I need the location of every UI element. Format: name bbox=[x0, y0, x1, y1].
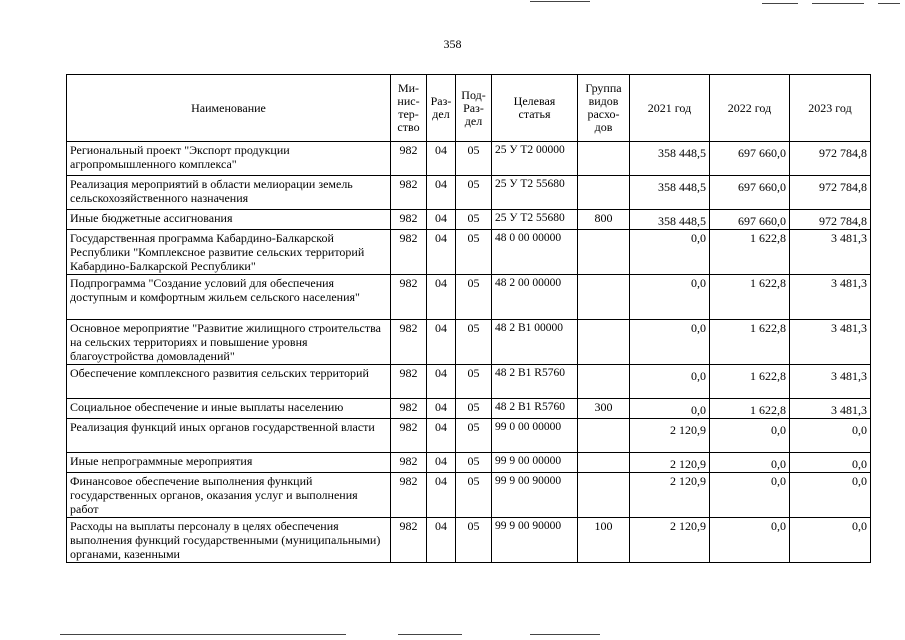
row-2021: 2 120,9 bbox=[630, 518, 710, 563]
row-2023: 972 784,8 bbox=[790, 210, 871, 230]
row-target: 99 0 00 00000 bbox=[492, 419, 578, 453]
row-ministry: 982 bbox=[391, 419, 427, 453]
page-number: 358 bbox=[443, 37, 462, 51]
row-2022: 1 622,8 bbox=[710, 275, 790, 320]
table-row bbox=[67, 320, 871, 365]
row-name: Реализация функций иных органов государственной власти bbox=[67, 419, 391, 453]
row-2022: 0,0 bbox=[710, 453, 790, 473]
header-2022: 2022 год bbox=[710, 75, 790, 142]
row-group bbox=[578, 176, 630, 210]
table-row bbox=[67, 419, 871, 453]
row-section: 04 bbox=[427, 518, 456, 563]
row-ministry: 982 bbox=[391, 320, 427, 365]
row-ministry: 982 bbox=[391, 518, 427, 563]
row-target: 48 2 В1 R5760 bbox=[492, 399, 578, 419]
row-name: Социальное обеспечение и иные выплаты населению bbox=[67, 399, 391, 419]
row-2021: 0,0 bbox=[630, 320, 710, 365]
row-section: 04 bbox=[427, 230, 456, 275]
table-row bbox=[67, 518, 871, 563]
row-subsection: 05 bbox=[456, 275, 492, 320]
row-target: 25 У Т2 00000 bbox=[492, 142, 578, 176]
row-2023: 3 481,3 bbox=[790, 320, 871, 365]
row-subsection: 05 bbox=[456, 230, 492, 275]
row-2022: 697 660,0 bbox=[710, 176, 790, 210]
row-subsection: 05 bbox=[456, 518, 492, 563]
header-name: Наименование bbox=[67, 75, 391, 142]
row-2021: 0,0 bbox=[630, 399, 710, 419]
row-ministry: 982 bbox=[391, 275, 427, 320]
row-group: 800 bbox=[578, 210, 630, 230]
row-2023: 3 481,3 bbox=[790, 399, 871, 419]
row-group bbox=[578, 275, 630, 320]
row-subsection: 05 bbox=[456, 365, 492, 399]
table-row bbox=[67, 176, 871, 210]
row-group bbox=[578, 230, 630, 275]
row-name: Обеспечение комплексного развития сельских территорий bbox=[67, 365, 391, 399]
row-name: Государственная программа Кабардино-Балкарской Республики "Комплексное развитие сельских территорий Кабардино-Балкарской Республики" bbox=[67, 230, 391, 275]
row-2021: 0,0 bbox=[630, 365, 710, 399]
header-2021: 2021 год bbox=[630, 75, 710, 142]
row-2023: 972 784,8 bbox=[790, 176, 871, 210]
row-subsection: 05 bbox=[456, 399, 492, 419]
table-row bbox=[67, 473, 871, 518]
row-2023: 0,0 bbox=[790, 473, 871, 518]
scan-line-top-3 bbox=[812, 3, 864, 4]
row-2023: 972 784,8 bbox=[790, 142, 871, 176]
row-2022: 1 622,8 bbox=[710, 320, 790, 365]
table-row bbox=[67, 453, 871, 473]
row-section: 04 bbox=[427, 275, 456, 320]
row-2021: 358 448,5 bbox=[630, 210, 710, 230]
row-section: 04 bbox=[427, 142, 456, 176]
row-target: 48 2 00 00000 bbox=[492, 275, 578, 320]
scan-line-top-2 bbox=[762, 3, 798, 4]
table-row bbox=[67, 365, 871, 399]
row-ministry: 982 bbox=[391, 399, 427, 419]
header-ministry: Ми- нис- тер- ство bbox=[391, 75, 427, 142]
header-target: Целевая статья bbox=[492, 75, 578, 142]
row-ministry: 982 bbox=[391, 176, 427, 210]
row-2022: 0,0 bbox=[710, 518, 790, 563]
row-ministry: 982 bbox=[391, 230, 427, 275]
header-section: Раз- дел bbox=[427, 75, 456, 142]
scan-line-top-1 bbox=[530, 1, 590, 2]
row-ministry: 982 bbox=[391, 365, 427, 399]
scan-line-bottom-1 bbox=[60, 634, 346, 635]
row-name: Подпрограмма "Создание условий для обеспечения доступным и комфортным жильем сельского населения" bbox=[67, 275, 391, 320]
row-group bbox=[578, 320, 630, 365]
row-target: 48 2 В1 R5760 bbox=[492, 365, 578, 399]
row-subsection: 05 bbox=[456, 473, 492, 518]
row-2021: 2 120,9 bbox=[630, 419, 710, 453]
row-section: 04 bbox=[427, 210, 456, 230]
row-2023: 3 481,3 bbox=[790, 275, 871, 320]
row-ministry: 982 bbox=[391, 453, 427, 473]
header-subsection: Под- Раз- дел bbox=[456, 75, 492, 142]
row-2023: 0,0 bbox=[790, 419, 871, 453]
scan-line-bottom-2 bbox=[398, 634, 462, 635]
row-group bbox=[578, 142, 630, 176]
row-2022: 1 622,8 bbox=[710, 399, 790, 419]
row-2021: 358 448,5 bbox=[630, 142, 710, 176]
row-section: 04 bbox=[427, 453, 456, 473]
row-2023: 3 481,3 bbox=[790, 230, 871, 275]
scan-line-bottom-3 bbox=[530, 634, 600, 635]
row-subsection: 05 bbox=[456, 453, 492, 473]
row-2023: 3 481,3 bbox=[790, 365, 871, 399]
row-subsection: 05 bbox=[456, 142, 492, 176]
table-row bbox=[67, 399, 871, 419]
row-name: Расходы на выплаты персоналу в целях обеспечения выполнения функций государственными (муниципальными) органами, казенными bbox=[67, 518, 391, 563]
row-ministry: 982 bbox=[391, 142, 427, 176]
row-target: 25 У Т2 55680 bbox=[492, 210, 578, 230]
row-2021: 2 120,9 bbox=[630, 473, 710, 518]
row-ministry: 982 bbox=[391, 473, 427, 518]
row-2022: 697 660,0 bbox=[710, 210, 790, 230]
row-subsection: 05 bbox=[456, 176, 492, 210]
header-2023: 2023 год bbox=[790, 75, 871, 142]
row-group: 100 bbox=[578, 518, 630, 563]
row-name: Реализация мероприятий в области мелиорации земель сельскохозяйственного назначения bbox=[67, 176, 391, 210]
row-2023: 0,0 bbox=[790, 453, 871, 473]
budget-table bbox=[66, 74, 871, 563]
table-row bbox=[67, 230, 871, 275]
table-row bbox=[67, 142, 871, 176]
row-section: 04 bbox=[427, 419, 456, 453]
row-name: Иные непрограммные мероприятия bbox=[67, 453, 391, 473]
row-group bbox=[578, 419, 630, 453]
row-2021: 358 448,5 bbox=[630, 176, 710, 210]
row-2023: 0,0 bbox=[790, 518, 871, 563]
row-2021: 0,0 bbox=[630, 275, 710, 320]
row-2022: 0,0 bbox=[710, 473, 790, 518]
row-name: Региональный проект "Экспорт продукции агропромышленного комплекса" bbox=[67, 142, 391, 176]
header-group: Группа видов расхо- дов bbox=[578, 75, 630, 142]
row-target: 48 0 00 00000 bbox=[492, 230, 578, 275]
row-2022: 1 622,8 bbox=[710, 230, 790, 275]
row-section: 04 bbox=[427, 473, 456, 518]
row-group bbox=[578, 453, 630, 473]
row-subsection: 05 bbox=[456, 419, 492, 453]
row-target: 99 9 00 90000 bbox=[492, 473, 578, 518]
row-group: 300 bbox=[578, 399, 630, 419]
table-header-row bbox=[67, 75, 871, 142]
row-2022: 1 622,8 bbox=[710, 365, 790, 399]
row-2022: 0,0 bbox=[710, 419, 790, 453]
row-target: 99 9 00 90000 bbox=[492, 518, 578, 563]
row-target: 25 У Т2 55680 bbox=[492, 176, 578, 210]
row-name: Финансовое обеспечение выполнения функций государственных органов, оказания услуг и выполнения работ bbox=[67, 473, 391, 518]
row-2021: 2 120,9 bbox=[630, 453, 710, 473]
table-row bbox=[67, 210, 871, 230]
row-target: 48 2 В1 00000 bbox=[492, 320, 578, 365]
row-name: Иные бюджетные ассигнования bbox=[67, 210, 391, 230]
table-row bbox=[67, 275, 871, 320]
row-2021: 0,0 bbox=[630, 230, 710, 275]
row-section: 04 bbox=[427, 365, 456, 399]
row-subsection: 05 bbox=[456, 320, 492, 365]
row-ministry: 982 bbox=[391, 210, 427, 230]
row-group bbox=[578, 365, 630, 399]
row-subsection: 05 bbox=[456, 210, 492, 230]
scan-line-top-4 bbox=[878, 3, 900, 4]
row-section: 04 bbox=[427, 399, 456, 419]
row-group bbox=[578, 473, 630, 518]
row-name: Основное мероприятие "Развитие жилищного строительства на сельских территориях и повышение уровня благоустройства домовладений" bbox=[67, 320, 391, 365]
row-section: 04 bbox=[427, 320, 456, 365]
row-target: 99 9 00 00000 bbox=[492, 453, 578, 473]
row-section: 04 bbox=[427, 176, 456, 210]
row-2022: 697 660,0 bbox=[710, 142, 790, 176]
